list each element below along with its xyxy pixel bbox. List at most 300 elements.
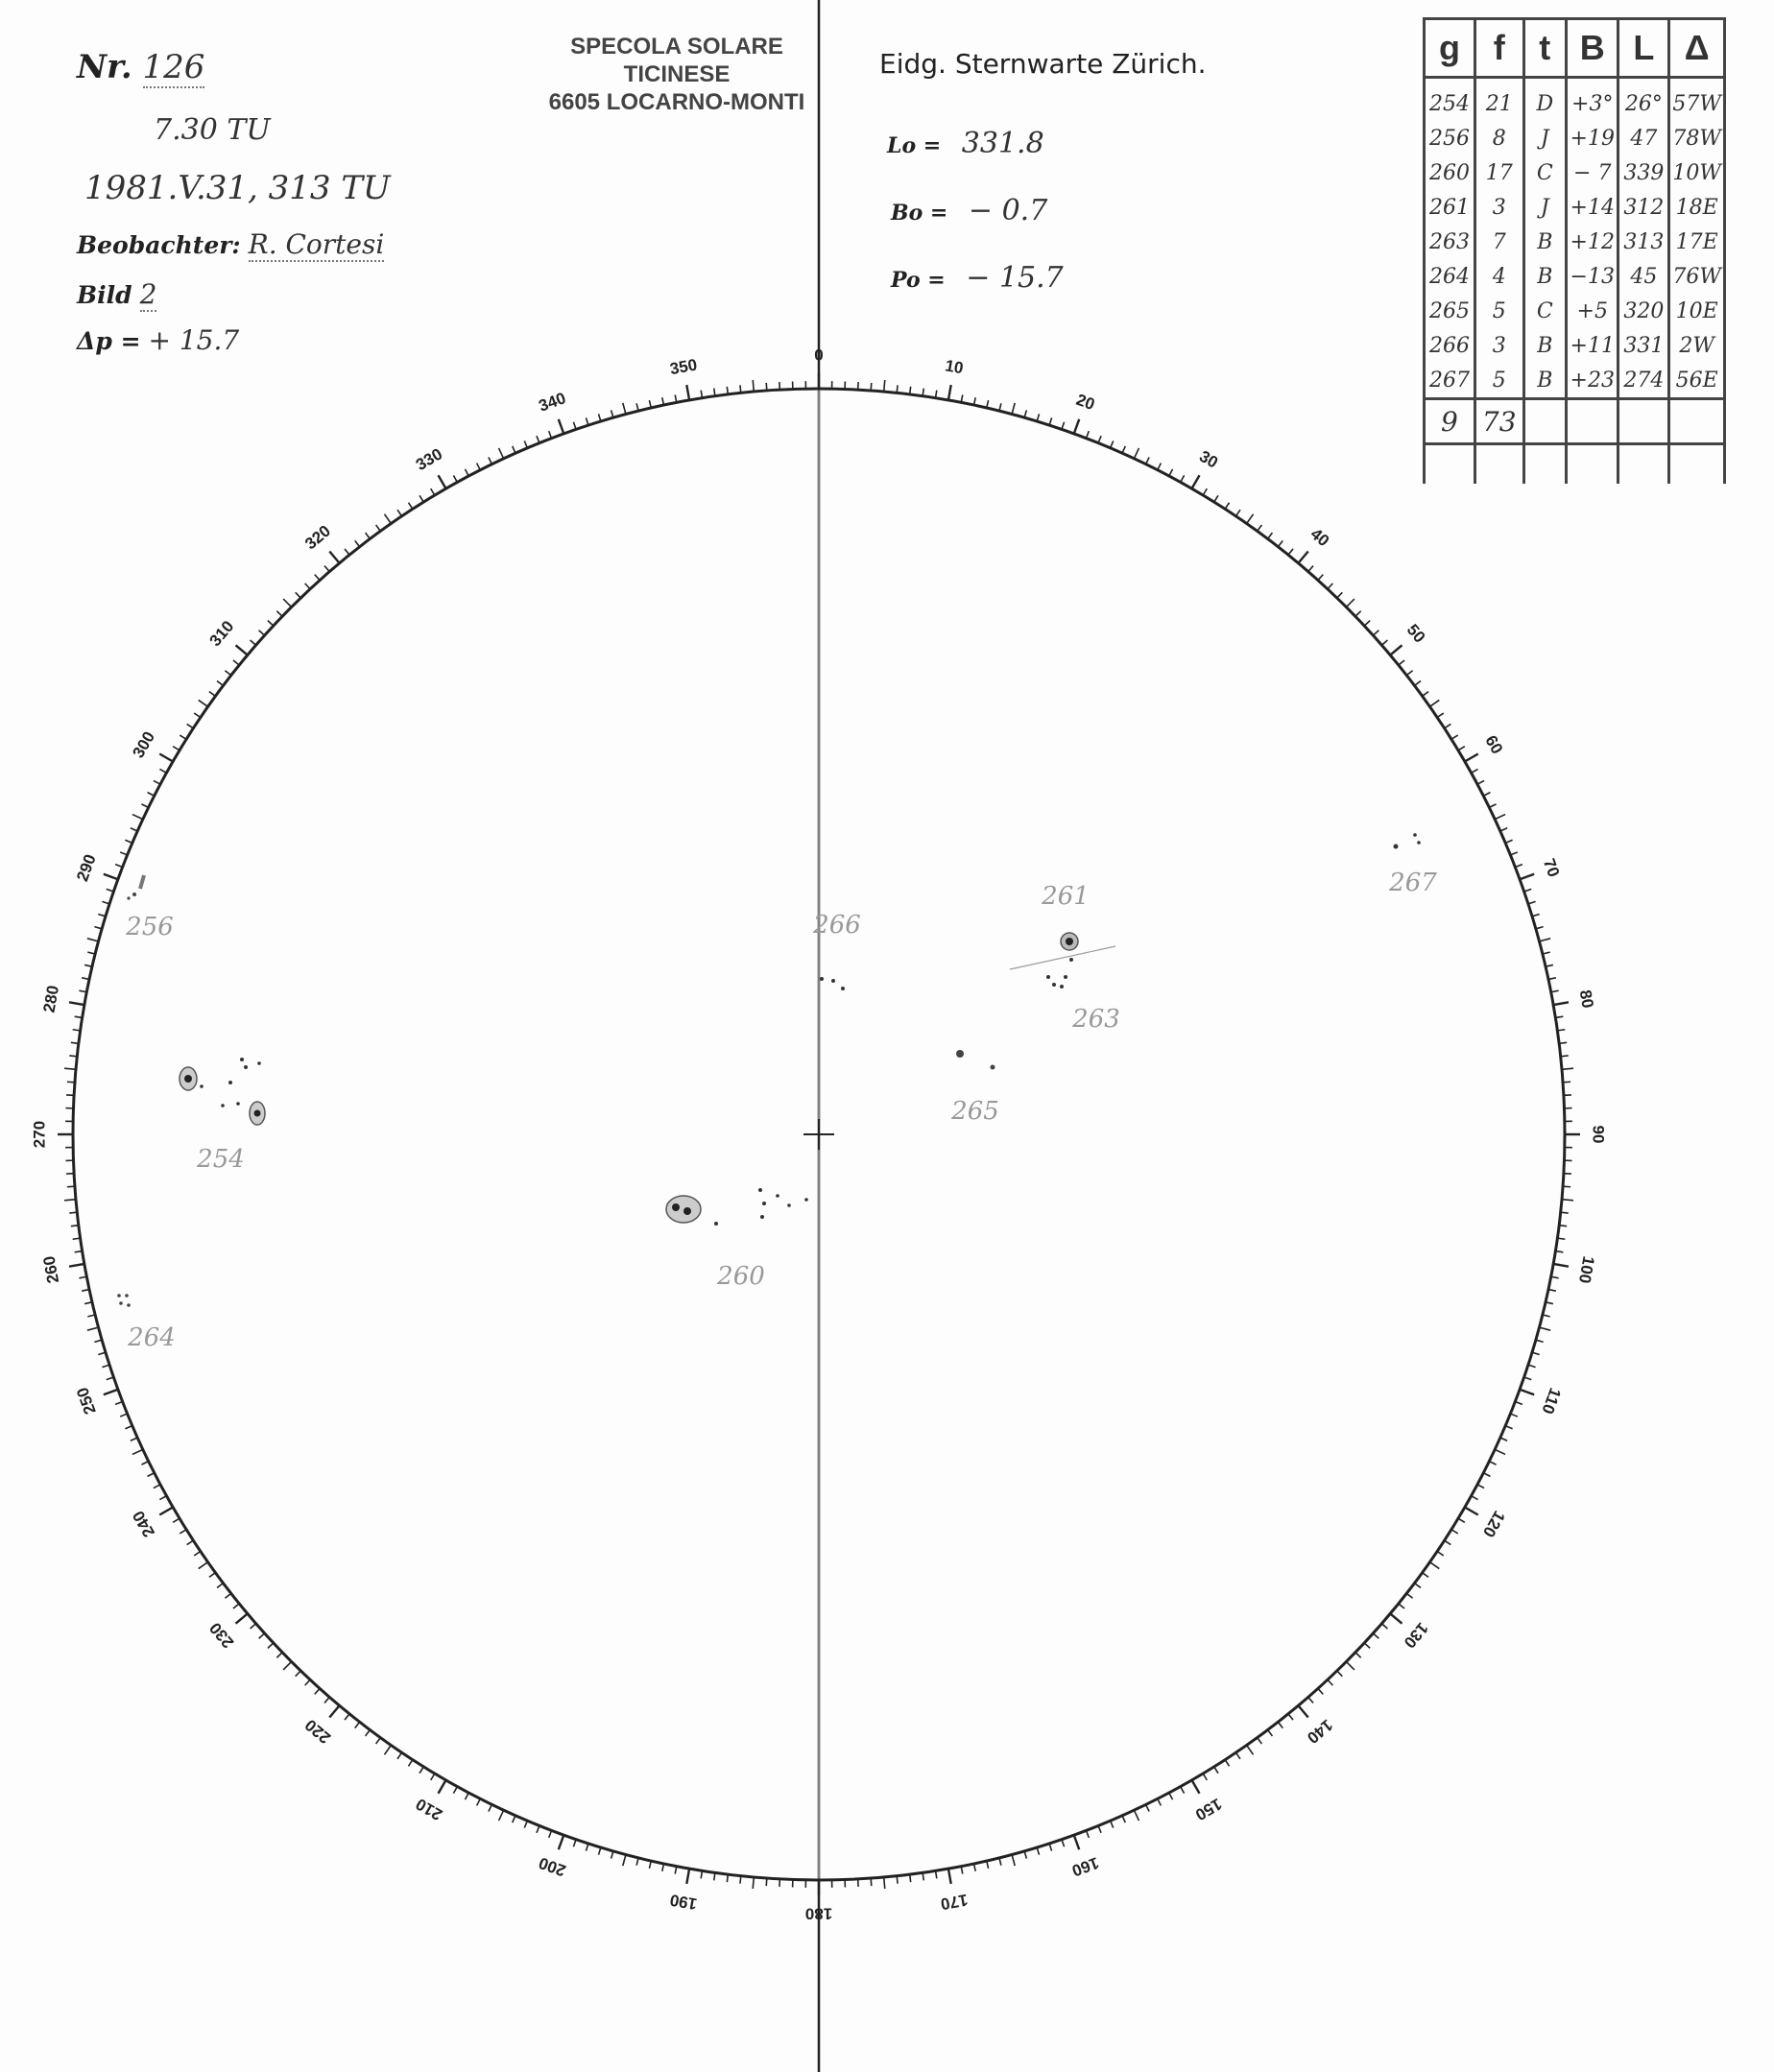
degree-label: 90 [1589,1125,1608,1144]
degree-tick [236,645,248,655]
cell-delta: 10E [1669,294,1725,328]
degree-tick [384,1745,391,1754]
group-label-264: 264 [128,1323,176,1352]
degree-tick [1510,1414,1517,1417]
degree-tick [611,410,613,417]
degree-tick [948,1869,951,1884]
degree-label: 140 [1303,1715,1336,1748]
observer-field [77,228,384,262]
cell-empty [1669,399,1725,444]
degree-tick [431,1774,435,1780]
degree-tick [1346,1661,1354,1669]
degree-tick [1520,1390,1534,1394]
degree-tick [1429,1562,1439,1569]
table-header-row [1425,19,1725,78]
degree-label: 100 [1574,1254,1598,1285]
cell-t: B [1523,259,1566,294]
degree-tick [897,385,898,393]
degree-tick [453,475,457,482]
degree-tick [69,1264,84,1267]
degree-label: 220 [301,1715,335,1748]
degree-tick [73,1030,81,1031]
degree-tick [549,1830,552,1837]
degree-tick [1258,1738,1262,1744]
degree-tick [1437,713,1444,717]
degree-tick [477,1798,481,1805]
group-label-260: 260 [717,1262,765,1291]
degree-tick [636,1858,638,1866]
degree-tick [1465,754,1478,762]
degree-tick [217,681,223,686]
degree-tick [611,1851,613,1859]
degree-tick [1111,1821,1114,1827]
degree-tick [87,952,95,954]
degree-tick [489,1804,492,1811]
degree-tick [69,1002,84,1005]
degree-tick [714,389,715,396]
cell-g: 260 [1425,155,1475,190]
delta-p-label: Δp = [77,327,141,355]
degree-tick [376,1738,381,1744]
degree-tick [753,1877,754,1889]
sheet-number [77,48,204,88]
cell-g: 266 [1425,328,1475,363]
degree-tick [477,464,481,470]
cell-empty [1474,444,1523,485]
cell-B: −13 [1567,259,1618,294]
degree-tick [1235,510,1239,516]
degree-tick [315,1688,320,1694]
degree-tick [1563,1082,1570,1083]
degree-tick [131,1438,137,1441]
degree-tick [67,1082,75,1083]
cell-empty [1567,399,1618,444]
degree-tick [1192,475,1200,488]
degree-tick [1510,852,1517,855]
degree-tick [305,1679,310,1685]
degree-tick [408,1760,412,1767]
degree-tick [1458,747,1465,750]
degree-tick [1553,1264,1569,1267]
cell-L: 45 [1618,259,1669,294]
degree-tick [67,1186,75,1187]
col-header-g: g [1425,19,1475,78]
degree-tick [740,385,741,393]
cell-g: 261 [1425,190,1475,225]
image-number-field [77,278,156,312]
degree-tick [1561,1056,1569,1057]
degree-tick [1364,621,1370,626]
degree-tick [296,1671,301,1677]
degree-tick [1074,1835,1079,1849]
degree-tick [329,1705,339,1717]
degree-tick [1169,1793,1173,1799]
observation-date: 1981.V.31, 313 TU [84,169,391,207]
degree-tick [131,828,137,831]
degree-tick [187,1540,194,1544]
cell-g: 263 [1425,225,1475,259]
degree-tick [1158,1798,1162,1805]
degree-tick [1037,414,1039,421]
degree-tick [537,1825,539,1832]
degree-tick [225,1593,230,1598]
cell-empty [1523,399,1566,444]
degree-label: 260 [39,1254,63,1285]
degree-tick [686,1869,689,1884]
cell-B: +11 [1567,328,1618,363]
degree-label: 320 [301,521,335,554]
degree-tick [315,575,320,581]
degree-tick [1181,1787,1185,1794]
spots-267 [1394,833,1421,848]
degree-tick [194,713,201,717]
degree-tick [598,414,600,421]
degree-label: 0 [814,345,824,365]
cell-t: J [1523,190,1566,225]
degree-tick [766,1878,767,1886]
degree-tick [1074,419,1079,434]
degree-tick [1489,804,1496,808]
cell-L: 320 [1618,294,1669,328]
degree-tick [1390,1613,1402,1623]
degree-tick [1355,611,1361,617]
degree-tick [1111,441,1114,447]
degree-tick [141,1462,148,1465]
degree-tick [1472,769,1478,773]
degree-label: 280 [39,984,63,1014]
degree-tick [1337,1671,1343,1677]
degree-tick [420,495,423,502]
degree-tick [1500,1438,1507,1441]
degree-tick [1181,475,1185,482]
degree-tick [465,469,468,476]
degree-tick [420,1767,423,1774]
degree-tick [1037,1847,1039,1855]
degree-tick [1278,1722,1283,1727]
cell-g: 267 [1425,363,1475,399]
degree-label: 180 [804,1904,833,1923]
degree-tick [1122,1816,1125,1822]
degree-tick [1451,735,1458,739]
P0-field [891,261,1064,295]
degree-tick [1451,1530,1458,1534]
cell-empty [1523,444,1566,485]
cell-L: 313 [1618,225,1669,259]
degree-tick [251,1624,256,1629]
degree-tick [1318,1688,1323,1694]
degree-tick [104,874,118,879]
degree-tick [125,1426,132,1429]
degree-label: 340 [536,389,568,416]
cell-f: 5 [1474,294,1523,328]
degree-tick [1225,503,1229,510]
cell-delta: 17E [1669,225,1725,259]
degree-tick [1158,464,1162,470]
degree-label: 300 [129,727,159,762]
degree-label: 10 [944,356,965,378]
cell-B: +3° [1567,78,1618,122]
degree-tick [159,1496,166,1500]
degree-label: 250 [73,1385,100,1417]
degree-tick [199,1562,208,1569]
degree-tick [499,448,504,459]
table-tail-row [1425,444,1725,485]
cell-f: 8 [1474,121,1523,155]
cell-L: 47 [1618,121,1669,155]
degree-tick [104,1390,118,1394]
cell-delta: 2W [1669,328,1725,363]
table-row [1425,225,1725,259]
degree-tick [1298,552,1307,563]
table-row [1425,363,1725,399]
degree-label: 350 [668,355,699,379]
cell-delta: 78W [1669,121,1725,155]
degree-tick [1192,1780,1200,1794]
institution-stamp [538,33,816,116]
degree-tick [408,503,412,510]
degree-tick [1146,1804,1150,1811]
degree-label: 290 [73,851,100,884]
L0-field [887,127,1044,160]
degree-tick [623,1855,626,1867]
col-header-B: B [1567,19,1618,78]
degree-tick [173,1518,180,1522]
table-row [1425,190,1725,225]
table-totals-row [1425,399,1725,444]
degree-tick [1495,1449,1505,1454]
sheet-number-value: 126 [142,48,205,86]
P0-label: Po = [891,268,946,293]
degree-tick [1203,1774,1207,1780]
degree-tick [1373,1633,1378,1638]
degree-tick [199,700,208,706]
cell-g: 254 [1425,78,1475,122]
degree-tick [132,815,143,820]
total-groups: 9 [1425,399,1475,444]
spots-264 [117,1294,131,1307]
spots-256 [127,875,144,900]
degree-tick [1308,1697,1313,1703]
cell-B: +12 [1567,225,1618,259]
cell-g: 265 [1425,294,1475,328]
degree-tick [910,387,911,394]
table-row [1425,121,1725,155]
degree-tick [1557,1238,1565,1239]
degree-tick [159,1508,173,1515]
degree-tick [1515,865,1522,868]
degree-tick [120,852,127,855]
degree-tick [296,592,301,598]
degree-tick [276,1653,282,1658]
degree-tick [1495,815,1505,820]
degree-tick [1098,1825,1101,1832]
degree-tick [125,840,132,843]
degree-tick [187,724,194,727]
L0-value: 331.8 [961,127,1044,160]
degree-label: 160 [1069,1853,1102,1880]
degree-tick [276,611,282,617]
degree-tick [1134,1810,1139,1821]
degree-tick [209,692,215,697]
degree-tick [431,488,435,495]
degree-tick [623,403,626,415]
degree-tick [1373,631,1378,635]
cell-B: +14 [1567,190,1618,225]
degree-tick [233,1604,239,1608]
cell-f: 7 [1474,225,1523,259]
group-table [1423,17,1726,484]
table-body [1425,78,1725,485]
degree-tick [268,621,274,626]
degree-tick [1381,640,1387,645]
degree-label: 60 [1481,732,1507,757]
degree-tick [1406,1593,1412,1598]
image-number-value: 2 [139,278,157,310]
degree-tick [94,1340,102,1342]
degree-tick [1532,914,1540,916]
degree-tick [1532,1352,1540,1354]
degree-tick [1483,1473,1490,1477]
B0-label: Bo = [891,201,948,226]
cell-delta: 76W [1669,259,1725,294]
degree-label: 110 [1538,1385,1565,1417]
degree-label: 50 [1402,620,1429,647]
degree-tick [87,939,99,941]
degree-tick [194,1551,201,1555]
group-label-263: 263 [1072,1005,1120,1034]
degree-label: 330 [412,444,446,475]
degree-tick [1169,469,1173,476]
degree-tick [1543,952,1550,954]
degree-tick [324,566,329,572]
degree-tick [87,1315,95,1317]
degree-label: 40 [1307,524,1333,551]
degree-label: 150 [1191,1794,1226,1824]
degree-tick [64,1068,76,1069]
observation-time: 7.30 TU [154,113,271,147]
cell-delta: 57W [1669,78,1725,122]
degree-tick [180,1530,186,1534]
degree-tick [366,1730,371,1736]
degree-tick [513,1816,515,1822]
degree-tick [159,769,166,773]
degree-tick [1098,436,1101,442]
degree-tick [1559,1042,1567,1043]
P0-value: − 15.7 [966,261,1064,295]
spots-265 [956,1050,995,1070]
cell-f: 17 [1474,155,1523,190]
degree-tick [1445,724,1451,727]
degree-tick [69,1212,77,1213]
degree-tick [714,1872,715,1880]
cell-empty [1618,444,1669,485]
degree-tick [1465,1508,1478,1515]
degree-tick [1288,549,1293,555]
degree-tick [453,1787,457,1794]
cell-t: C [1523,155,1566,190]
degree-tick [1381,1624,1387,1629]
B0-field [891,194,1047,227]
degree-tick [120,1414,127,1417]
degree-tick [1489,1462,1496,1465]
degree-tick [1146,457,1150,464]
group-label-254: 254 [197,1145,245,1174]
degree-tick [1214,495,1218,502]
degree-tick [115,1401,122,1404]
degree-tick [283,599,291,607]
cell-t: D [1523,78,1566,122]
cell-B: − 7 [1567,155,1618,190]
degree-tick [1337,592,1343,598]
degree-tick [549,431,552,438]
degree-tick [727,1874,728,1882]
degree-tick [236,1613,248,1623]
degree-label: 30 [1196,446,1221,472]
degree-label: 210 [412,1794,446,1824]
degree-tick [1012,1855,1015,1867]
degree-tick [1553,1002,1569,1005]
degree-tick [1536,927,1544,929]
cell-f: 3 [1474,190,1523,225]
degree-tick [1472,1496,1478,1500]
degree-tick [225,671,230,676]
spots-260 [666,1188,808,1226]
degree-tick [1540,1327,1551,1330]
degree-tick [1437,1551,1444,1555]
degree-tick [465,1793,468,1799]
degree-tick [154,780,160,784]
degree-tick [1505,840,1512,843]
degree-tick [1012,403,1015,415]
degree-label: 170 [939,1890,970,1914]
degree-tick [1268,1730,1273,1736]
cell-L: 274 [1618,363,1669,399]
degree-tick [1134,448,1139,459]
degree-tick [499,1810,504,1821]
degree-label: 130 [1400,1618,1432,1652]
degree-label: 190 [668,1890,699,1914]
cell-t: C [1523,294,1566,328]
cell-delta: 56E [1669,363,1725,399]
degree-tick [1563,1186,1570,1187]
degree-tick [71,1042,79,1043]
degree-tick [1278,540,1283,546]
cell-f: 3 [1474,328,1523,363]
degree-tick [376,525,381,531]
degree-label: 200 [536,1853,568,1880]
degree-tick [1540,939,1551,941]
degree-tick [251,640,256,645]
degree-tick [1445,1540,1451,1544]
degree-tick [87,1327,99,1330]
degree-tick [98,914,106,916]
degree-tick [148,793,155,797]
table-row [1425,155,1725,190]
degree-tick [71,1226,79,1227]
delta-p-value: + 15.7 [148,324,240,356]
degree-tick [559,419,563,434]
degree-tick [1458,1518,1465,1522]
degree-tick [884,380,885,392]
degree-label: 80 [1575,988,1597,1010]
degree-tick [73,1238,81,1239]
cell-delta: 18E [1669,190,1725,225]
degree-tick [999,403,1001,411]
degree-tick [1543,1315,1550,1317]
degree-tick [727,387,728,394]
degree-tick [1423,1573,1428,1578]
cell-f: 4 [1474,259,1523,294]
